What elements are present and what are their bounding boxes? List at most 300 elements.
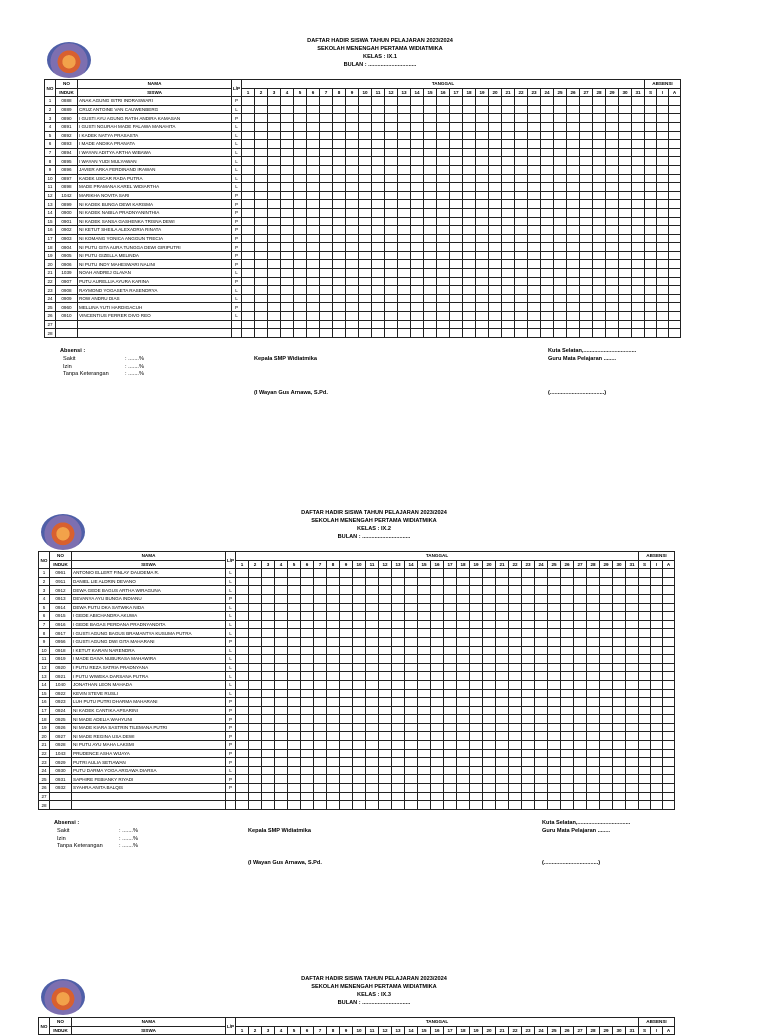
table-row — [39, 612, 675, 621]
attendance-cell — [333, 234, 346, 243]
attendance-cell — [411, 191, 424, 200]
attendance-cell — [502, 303, 515, 312]
attendance-cell — [411, 303, 424, 312]
attendance-cell — [320, 251, 333, 260]
attendance-cell — [333, 286, 346, 295]
attendance-cell — [457, 620, 470, 629]
attendance-cell — [411, 114, 424, 123]
attendance-cell — [593, 165, 606, 174]
attendance-cell — [418, 663, 431, 672]
row-number: 9 — [45, 165, 56, 174]
attendance-cell — [398, 174, 411, 183]
attendance-cell — [431, 637, 444, 646]
attendance-cell — [574, 620, 587, 629]
attendance-cell — [541, 191, 554, 200]
attendance-cell — [600, 569, 613, 578]
attendance-cell — [242, 269, 255, 278]
attendance-cell — [626, 603, 639, 612]
attendance-cell — [463, 208, 476, 217]
attendance-cell — [554, 260, 567, 269]
attendance-cell — [398, 251, 411, 260]
attendance-cell — [580, 226, 593, 235]
attendance-cell — [242, 312, 255, 321]
attendance-cell — [567, 140, 580, 149]
attendance-cell — [548, 577, 561, 586]
attendance-cell — [470, 603, 483, 612]
attendance-cell — [651, 801, 663, 810]
attendance-cell — [255, 329, 268, 338]
table-row — [45, 183, 681, 192]
attendance-cell — [502, 114, 515, 123]
student-id: 0930 — [50, 766, 72, 775]
attendance-cell — [657, 269, 669, 278]
attendance-cell — [314, 646, 327, 655]
attendance-cell — [541, 320, 554, 329]
attendance-cell — [639, 758, 651, 767]
attendance-cell — [418, 646, 431, 655]
attendance-cell — [359, 217, 372, 226]
attendance-cell — [340, 569, 353, 578]
day-header: 22 — [509, 560, 522, 569]
attendance-cell — [372, 200, 385, 209]
attendance-cell — [509, 758, 522, 767]
attendance-cell — [431, 594, 444, 603]
class-label: KELAS : IX.2 — [357, 526, 391, 532]
attendance-cell — [548, 672, 561, 681]
attendance-cell — [340, 620, 353, 629]
attendance-cell — [450, 148, 463, 157]
student-gender: L — [226, 603, 236, 612]
row-number: 8 — [45, 157, 56, 166]
attendance-cell — [639, 655, 651, 664]
attendance-cell — [333, 226, 346, 235]
attendance-cell — [535, 698, 548, 707]
attendance-cell — [372, 165, 385, 174]
attendance-cell — [541, 251, 554, 260]
table-row — [39, 784, 675, 793]
attendance-cell — [249, 715, 262, 724]
attendance-cell — [515, 303, 528, 312]
attendance-cell — [327, 663, 340, 672]
attendance-cell — [379, 663, 392, 672]
attendance-cell — [657, 148, 669, 157]
attendance-cell — [444, 775, 457, 784]
attendance-cell — [483, 766, 496, 775]
attendance-cell — [431, 646, 444, 655]
day-header: 27 — [574, 560, 587, 569]
attendance-cell — [463, 105, 476, 114]
student-gender: P — [226, 715, 236, 724]
student-name: JAVIER ARKA FERDINAND IRAWAN — [78, 165, 232, 174]
attendance-cell — [275, 766, 288, 775]
attendance-cell — [600, 801, 613, 810]
day-header: 16 — [437, 88, 450, 97]
attendance-cell — [663, 594, 675, 603]
attendance-cell — [580, 122, 593, 131]
row-number: 13 — [39, 672, 50, 681]
attendance-cell — [431, 758, 444, 767]
attendance-cell — [548, 612, 561, 621]
attendance-cell — [580, 286, 593, 295]
attendance-cell — [444, 672, 457, 681]
attendance-cell — [567, 217, 580, 226]
attendance-cell — [294, 140, 307, 149]
attendance-cell — [307, 234, 320, 243]
attendance-cell — [379, 612, 392, 621]
attendance-cell — [457, 715, 470, 724]
day-header: 22 — [509, 1026, 522, 1035]
attendance-cell — [619, 277, 632, 286]
attendance-cell — [255, 226, 268, 235]
attendance-cell — [496, 646, 509, 655]
attendance-cell — [574, 801, 587, 810]
attendance-cell — [587, 801, 600, 810]
attendance-cell — [411, 131, 424, 140]
attendance-cell — [262, 801, 275, 810]
absence-type-header: S — [639, 1026, 651, 1035]
attendance-cell — [561, 784, 574, 793]
student-name: NI KOMANG YONICA ANGGUN TRECIA — [78, 234, 232, 243]
attendance-cell — [548, 741, 561, 750]
attendance-cell — [242, 174, 255, 183]
attendance-cell — [411, 312, 424, 321]
attendance-cell — [522, 594, 535, 603]
attendance-cell — [541, 243, 554, 252]
attendance-cell — [619, 329, 632, 338]
attendance-cell — [483, 784, 496, 793]
attendance-cell — [294, 269, 307, 278]
attendance-cell — [392, 775, 405, 784]
attendance-cell — [541, 114, 554, 123]
attendance-cell — [515, 320, 528, 329]
attendance-cell — [398, 277, 411, 286]
attendance-cell — [632, 200, 645, 209]
permit-percent: : .......% — [125, 363, 144, 370]
attendance-cell — [294, 251, 307, 260]
col-name-header-bottom: SISWA — [72, 560, 226, 569]
attendance-cell — [645, 303, 657, 312]
attendance-cell — [294, 131, 307, 140]
attendance-cell — [431, 698, 444, 707]
student-gender: L — [226, 663, 236, 672]
attendance-cell — [515, 97, 528, 106]
attendance-cell — [496, 577, 509, 586]
attendance-cell — [528, 131, 541, 140]
attendance-cell — [515, 157, 528, 166]
attendance-cell — [502, 260, 515, 269]
absent-percent: : .......% — [119, 843, 138, 850]
attendance-cell — [548, 637, 561, 646]
attendance-cell — [307, 260, 320, 269]
attendance-cell — [281, 312, 294, 321]
absent-label: Tanpa Keterangan — [63, 371, 109, 378]
attendance-cell — [613, 801, 626, 810]
attendance-cell — [600, 603, 613, 612]
attendance-cell — [645, 183, 657, 192]
attendance-cell — [405, 577, 418, 586]
attendance-cell — [255, 208, 268, 217]
attendance-cell — [281, 148, 294, 157]
attendance-cell — [567, 277, 580, 286]
student-id: 0929 — [50, 758, 72, 767]
attendance-cell — [346, 97, 359, 106]
attendance-cell — [398, 243, 411, 252]
col-name-header-top: NAMA — [72, 1018, 226, 1027]
table-row — [45, 200, 681, 209]
sick-percent: : .......% — [125, 355, 144, 362]
attendance-cell — [288, 603, 301, 612]
attendance-cell — [587, 680, 600, 689]
attendance-cell — [249, 603, 262, 612]
attendance-cell — [281, 122, 294, 131]
attendance-cell — [645, 269, 657, 278]
student-id: 0890 — [56, 114, 78, 123]
row-number: 21 — [45, 269, 56, 278]
student-gender: L — [226, 646, 236, 655]
attendance-cell — [242, 165, 255, 174]
attendance-cell — [450, 286, 463, 295]
attendance-cell — [548, 715, 561, 724]
attendance-cell — [567, 312, 580, 321]
attendance-cell — [645, 157, 657, 166]
attendance-cell — [639, 698, 651, 707]
attendance-cell — [489, 217, 502, 226]
attendance-cell — [372, 269, 385, 278]
attendance-cell — [301, 646, 314, 655]
attendance-cell — [509, 801, 522, 810]
attendance-cell — [574, 749, 587, 758]
attendance-cell — [496, 569, 509, 578]
attendance-cell — [632, 97, 645, 106]
attendance-cell — [327, 629, 340, 638]
row-number: 4 — [45, 122, 56, 131]
attendance-cell — [385, 217, 398, 226]
attendance-cell — [444, 689, 457, 698]
row-number: 28 — [45, 329, 56, 338]
attendance-cell — [262, 784, 275, 793]
attendance-cell — [657, 226, 669, 235]
attendance-cell — [580, 234, 593, 243]
attendance-cell — [346, 174, 359, 183]
attendance-cell — [314, 732, 327, 741]
attendance-cell — [301, 801, 314, 810]
absence-type-header: A — [669, 88, 681, 97]
student-name: KEVIN STEVE RUSLI — [72, 689, 226, 698]
attendance-cell — [606, 320, 619, 329]
row-number: 22 — [45, 277, 56, 286]
attendance-cell — [528, 226, 541, 235]
attendance-cell — [450, 277, 463, 286]
attendance-cell — [515, 234, 528, 243]
day-header: 9 — [346, 88, 359, 97]
attendance-cell — [379, 569, 392, 578]
attendance-cell — [593, 122, 606, 131]
student-gender: L — [226, 612, 236, 621]
day-header: 1 — [242, 88, 255, 97]
attendance-cell — [509, 749, 522, 758]
permit-label: Izin — [63, 363, 72, 370]
attendance-cell — [405, 698, 418, 707]
attendance-cell — [249, 646, 262, 655]
student-id: 0910 — [56, 312, 78, 321]
attendance-cell — [522, 603, 535, 612]
attendance-cell — [476, 277, 489, 286]
attendance-cell — [509, 680, 522, 689]
attendance-cell — [255, 243, 268, 252]
col-induk-header-bottom: INDUK — [56, 88, 78, 97]
student-name: PUTRI AULIA SETIAWAN — [72, 758, 226, 767]
attendance-cell — [450, 157, 463, 166]
day-header: 29 — [600, 1026, 613, 1035]
student-gender: L — [226, 569, 236, 578]
attendance-cell — [593, 131, 606, 140]
attendance-cell — [613, 784, 626, 793]
attendance-cell — [535, 723, 548, 732]
attendance-cell — [496, 586, 509, 595]
attendance-cell — [587, 741, 600, 750]
attendance-cell — [651, 698, 663, 707]
attendance-cell — [457, 663, 470, 672]
attendance-cell — [275, 655, 288, 664]
attendance-cell — [255, 183, 268, 192]
school-name: SEKOLAH MENENGAH PERTAMA WIDIATMIKA — [311, 984, 437, 990]
attendance-cell — [398, 226, 411, 235]
attendance-cell — [333, 269, 346, 278]
attendance-cell — [580, 251, 593, 260]
attendance-cell — [561, 680, 574, 689]
attendance-cell — [268, 208, 281, 217]
attendance-cell — [561, 586, 574, 595]
attendance-cell — [528, 312, 541, 321]
student-id: 0914 — [50, 603, 72, 612]
attendance-cell — [314, 663, 327, 672]
attendance-cell — [496, 672, 509, 681]
attendance-cell — [411, 217, 424, 226]
attendance-cell — [405, 792, 418, 801]
student-gender: P — [226, 775, 236, 784]
attendance-cell — [554, 294, 567, 303]
attendance-cell — [606, 140, 619, 149]
class-label: KELAS : IX.3 — [357, 992, 391, 998]
attendance-cell — [509, 629, 522, 638]
attendance-cell — [288, 766, 301, 775]
attendance-cell — [528, 191, 541, 200]
attendance-cell — [657, 200, 669, 209]
attendance-cell — [353, 741, 366, 750]
attendance-cell — [392, 706, 405, 715]
student-id: 0920 — [50, 663, 72, 672]
attendance-cell — [346, 312, 359, 321]
attendance-cell — [431, 801, 444, 810]
attendance-cell — [398, 131, 411, 140]
attendance-cell — [340, 723, 353, 732]
student-id: 0931 — [50, 775, 72, 784]
attendance-cell — [626, 569, 639, 578]
attendance-cell — [249, 758, 262, 767]
attendance-cell — [509, 732, 522, 741]
attendance-cell — [476, 217, 489, 226]
attendance-cell — [496, 723, 509, 732]
attendance-cell — [574, 680, 587, 689]
table-row — [39, 706, 675, 715]
attendance-cell — [314, 741, 327, 750]
attendance-cell — [379, 629, 392, 638]
attendance-cell — [307, 105, 320, 114]
attendance-cell — [353, 706, 366, 715]
attendance-cell — [418, 758, 431, 767]
attendance-cell — [288, 792, 301, 801]
student-gender: P — [232, 217, 242, 226]
attendance-cell — [366, 594, 379, 603]
attendance-cell — [346, 131, 359, 140]
month-label: BULAN : ............................... — [337, 534, 411, 540]
attendance-cell — [567, 131, 580, 140]
attendance-cell — [541, 131, 554, 140]
table-row — [39, 680, 675, 689]
attendance-cell — [626, 680, 639, 689]
attendance-cell — [418, 637, 431, 646]
student-name: I MADE ANDIKA PRANATA — [78, 140, 232, 149]
attendance-cell — [392, 801, 405, 810]
attendance-cell — [476, 174, 489, 183]
attendance-cell — [405, 569, 418, 578]
attendance-cell — [651, 680, 663, 689]
attendance-cell — [385, 243, 398, 252]
attendance-cell — [541, 157, 554, 166]
attendance-cell — [626, 715, 639, 724]
attendance-cell — [606, 165, 619, 174]
attendance-cell — [242, 234, 255, 243]
attendance-cell — [663, 646, 675, 655]
attendance-cell — [411, 122, 424, 131]
attendance-cell — [600, 594, 613, 603]
attendance-cell — [359, 183, 372, 192]
attendance-cell — [567, 191, 580, 200]
attendance-cell — [651, 646, 663, 655]
attendance-cell — [522, 741, 535, 750]
attendance-cell — [489, 97, 502, 106]
attendance-cell — [632, 260, 645, 269]
permit-label: Izin — [57, 835, 66, 842]
attendance-cell — [632, 234, 645, 243]
attendance-cell — [502, 226, 515, 235]
attendance-cell — [411, 148, 424, 157]
attendance-cell — [574, 577, 587, 586]
attendance-cell — [515, 277, 528, 286]
attendance-cell — [476, 320, 489, 329]
attendance-cell — [626, 775, 639, 784]
student-gender: L — [226, 577, 236, 586]
attendance-cell — [275, 741, 288, 750]
attendance-cell — [392, 715, 405, 724]
attendance-cell — [320, 165, 333, 174]
attendance-cell — [294, 217, 307, 226]
attendance-cell — [489, 234, 502, 243]
attendance-cell — [450, 294, 463, 303]
attendance-cell — [314, 792, 327, 801]
attendance-cell — [405, 715, 418, 724]
student-id: 0898 — [56, 183, 78, 192]
attendance-cell — [353, 663, 366, 672]
student-name: I GEDE ABICHANDRA AKUWA — [72, 612, 226, 621]
attendance-cell — [346, 234, 359, 243]
place-date: Kuta Selatan,.................................. — [548, 348, 637, 354]
attendance-cell — [657, 140, 669, 149]
table-row — [45, 140, 681, 149]
attendance-cell — [528, 294, 541, 303]
attendance-cell — [626, 655, 639, 664]
student-gender: L — [226, 689, 236, 698]
